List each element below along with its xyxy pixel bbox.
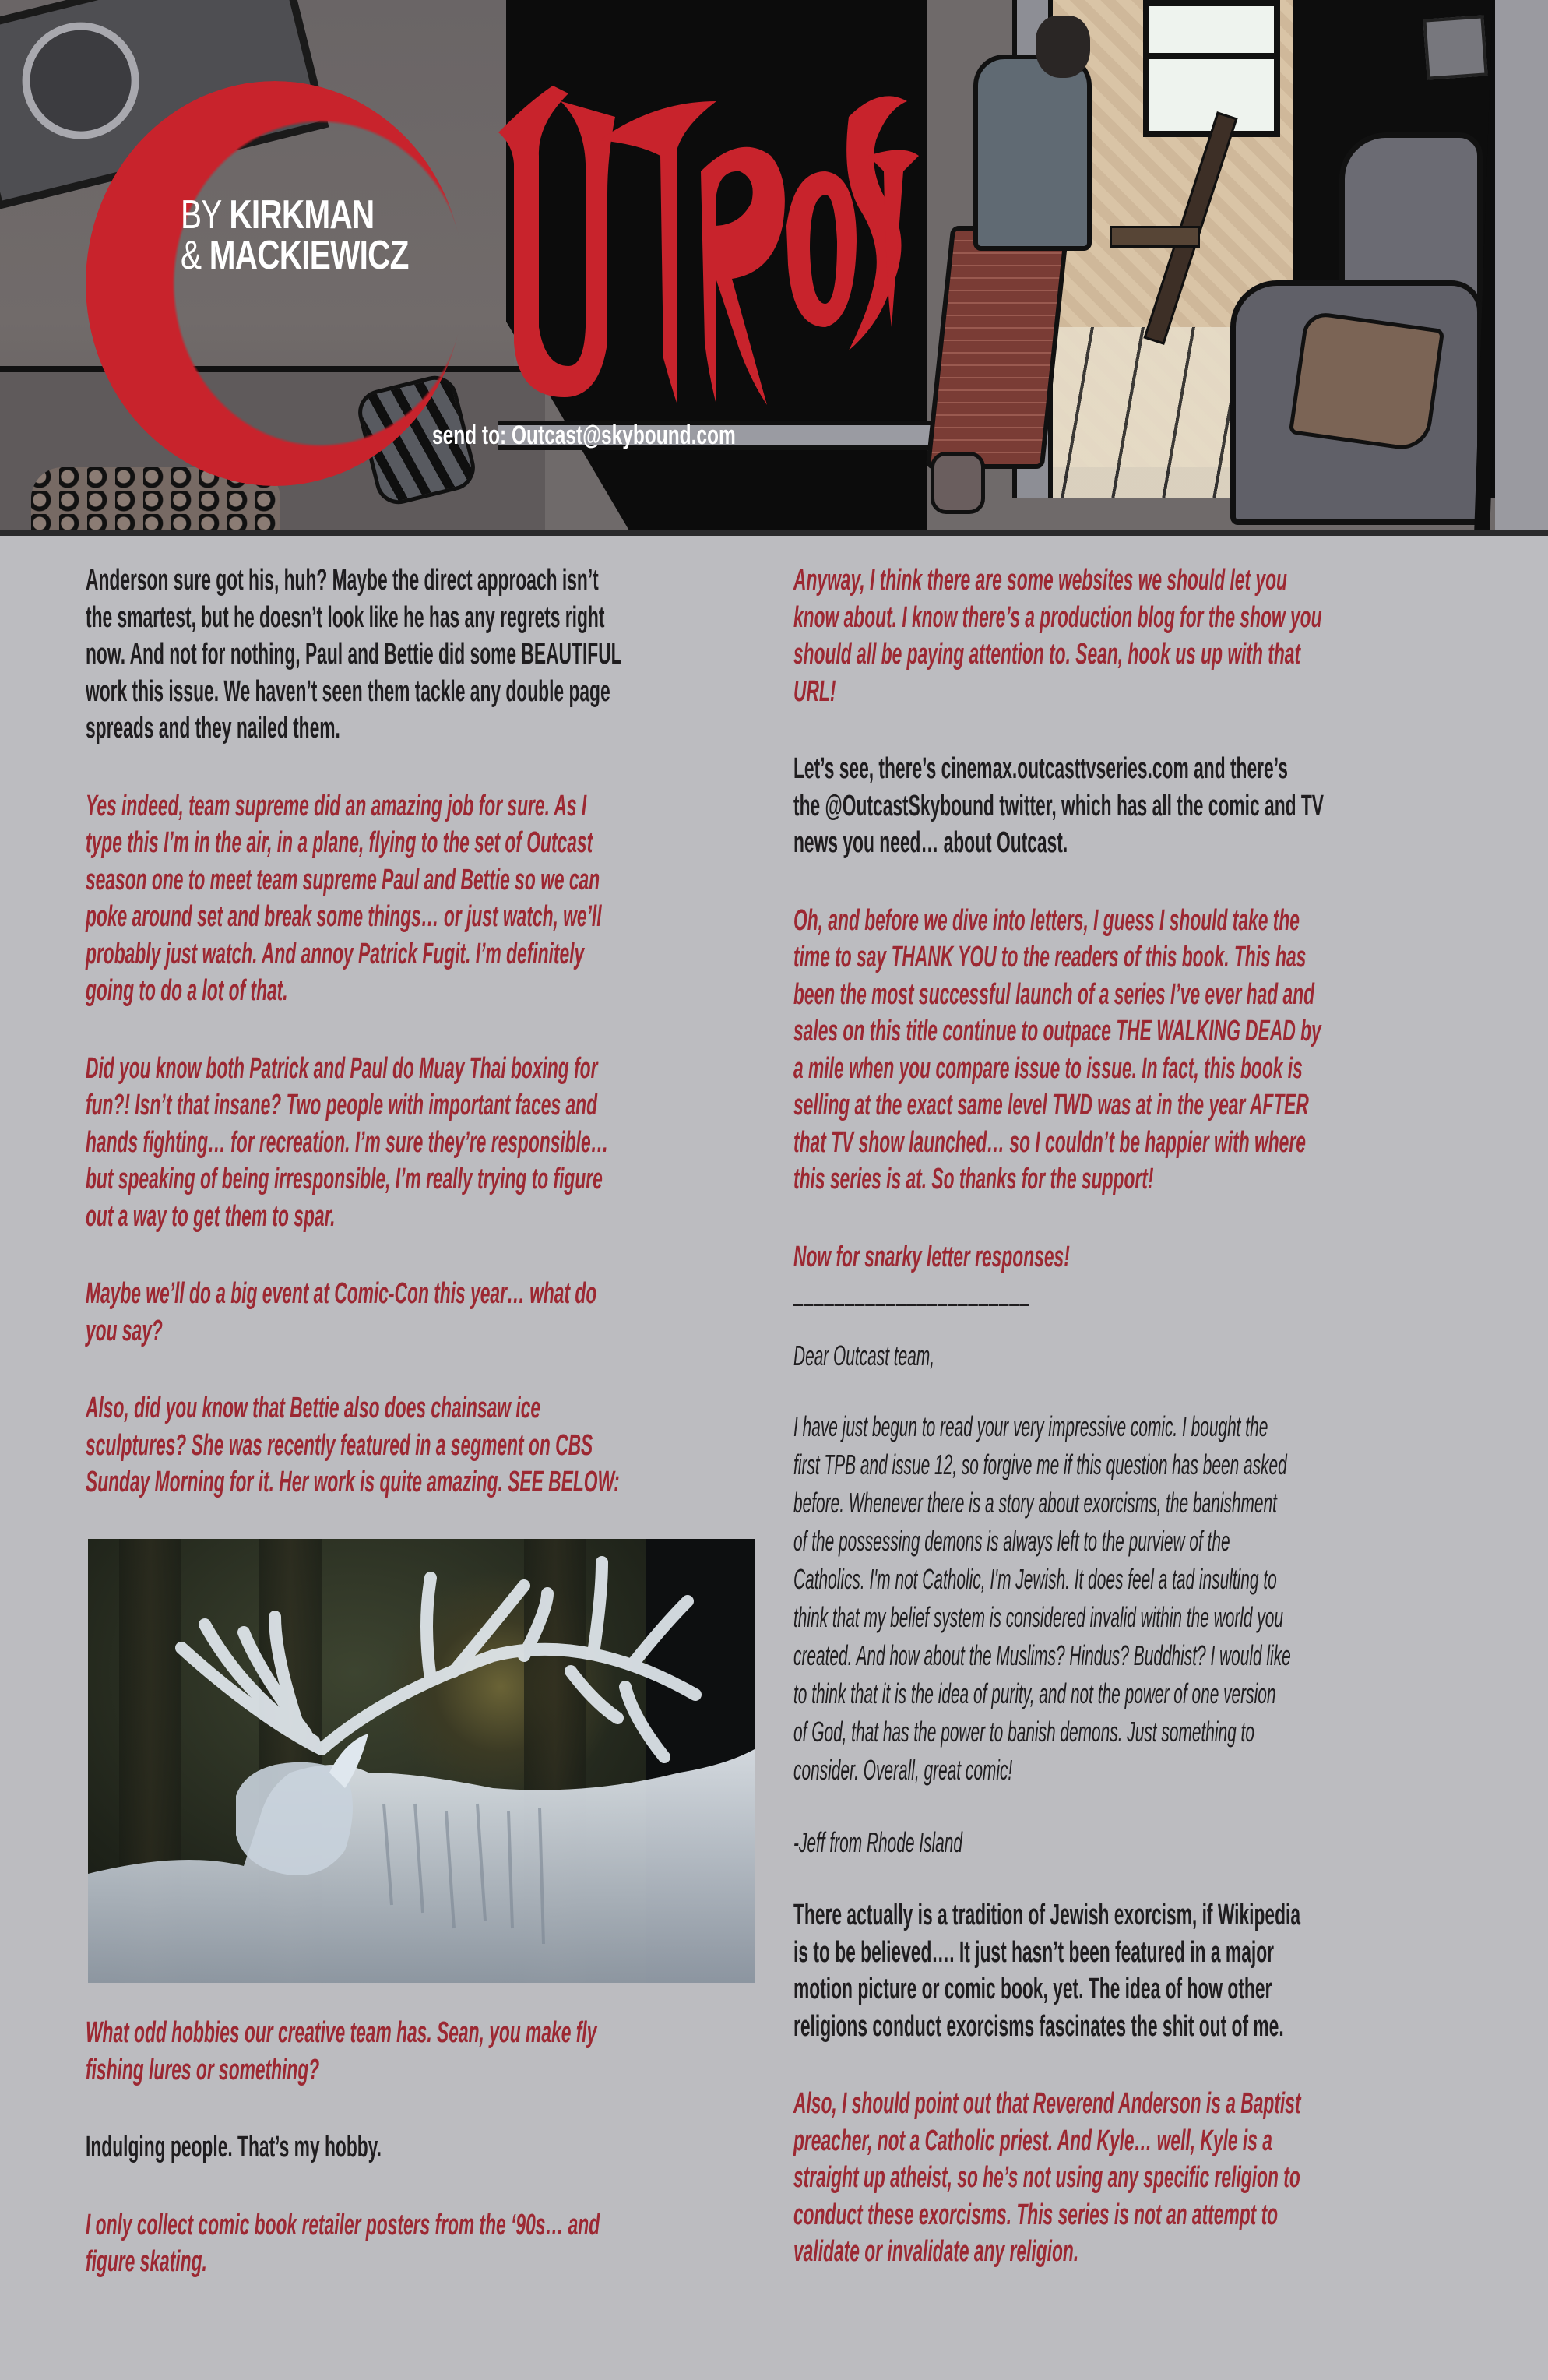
response-paragraph [793,562,1471,710]
window-sash [1143,53,1280,59]
text-line: news you need… about Outcast. [793,826,1068,859]
text-line: What odd hobbies our creative team has. Sean, you make fly [86,2016,597,2049]
byline-mackiewicz: MACKIEWICZ [209,233,409,278]
send-to-email: send to: Outcast@skybound.com [432,421,736,450]
text-line: to think that it is the idea of purity, and not the power of one version [793,1678,1276,1709]
text-line: of the possessing demons is always left to the purview of the [793,1525,1230,1557]
text-line: think that my belief system is considered invalid within the world you [793,1601,1284,1633]
reply-paragraph [793,1897,1471,2045]
text-line: Let’s see, there’s cinemax.outcasttvseries.com and there’s [793,752,1288,785]
text-line: preacher, not a Catholic priest. And Kyle… well, Kyle is a [793,2124,1272,2157]
text-line: Also, did you know that Bettie also does chainsaw ice [86,1392,541,1424]
snarky-intro [793,1239,1471,1276]
response-paragraph [86,1051,763,1236]
text-line: a mile when you compare issue to issue. In fact, this book is [793,1051,1303,1085]
text-line: know about. I know there’s a production blog for the show you [793,600,1322,634]
response-paragraph [86,2207,763,2281]
text-line: hands fighting… for recreation. I’m sure they’re responsible… [86,1125,609,1159]
text-line: out a way to get them to spar. [86,1199,336,1233]
text-line: is to be believed…. It just hasn’t been featured in a major [793,1935,1275,1969]
text-line: created. And how about the Muslims? Hindus? Buddhist? I would like [793,1639,1291,1671]
man-feet [931,452,985,514]
text-line: before. Whenever there is a story about exorcisms, the banishment [793,1487,1277,1519]
text-line: -Jeff from Rhode Island [793,1826,963,1858]
text-line: of God, that has the power to banish demons. Just something to [793,1716,1254,1748]
text-line: type this I’m in the air, in a plane, flying to the set of Outcast [86,826,593,859]
ice-sculpture-photo [88,1539,755,1983]
text-line: spreads and they nailed them. [86,712,340,745]
text-line: Dear Outcast team, [793,1340,935,1371]
reader-letter [793,1407,1471,1789]
right-column [793,562,1471,2271]
text-line: URL! [793,674,836,708]
text-line: Sunday Morning for it. Her work is quite amazing. SEE BELOW: [86,1466,620,1498]
text-line: figure skating. [86,2245,207,2278]
text-line: Oh, and before we dive into letters, I guess I should take the [793,903,1300,937]
text-line: Anyway, I think there are some websites we should let you [793,564,1287,597]
wooden-chair-seat [1110,226,1200,248]
reply-paragraph [86,2129,763,2167]
text-line: probably just watch. And annoy Patrick Fugit. I’m definitely [86,937,585,970]
response-paragraph [86,2015,763,2089]
text-line: motion picture or comic book, yet. The idea of how other [793,1973,1272,2005]
byline-ampersand: & [181,233,202,278]
text-line: work this issue. We haven’t seen them tackle any double page [86,674,610,708]
text-line: Indulging people. That’s my hobby. [86,2131,382,2163]
letter-salutation [793,1336,1471,1375]
text-line: first TPB and issue 12, so forgive me if this question has been asked [793,1449,1287,1480]
response-paragraph [86,788,763,1010]
text-line: sales on this title continue to outpace THE WALKING DEAD by [793,1015,1321,1047]
man-head [1036,16,1090,78]
text-line: Anderson sure got his, huh? Maybe the direct approach isn’t [86,564,599,597]
text-line: fun?! Isn’t that insane? Two people with important faces and [86,1089,597,1121]
text-line: poke around set and break some things… or just watch, we’ll [86,900,602,933]
text-line: validate or invalidate any religion. [793,2235,1079,2268]
text-line: religions conduct exorcisms fascinates the shit out of me. [793,2009,1284,2043]
byline-by: BY [181,192,221,238]
armchair-blanket [1289,310,1445,452]
header-artwork [0,0,1548,536]
letter-signature [793,1823,1471,1861]
wall-sign-icon [1423,15,1487,79]
thank-you-paragraph [793,903,1471,1199]
text-line: I have just begun to read your very impressive comic. I bought the [793,1410,1268,1442]
logo-letters-icon [483,70,919,421]
header-divider [0,530,1548,536]
left-column [86,562,763,1502]
text-line: should all be paying attention to. Sean, hook us up with that [793,638,1301,671]
text-line: sculptures? She was recently featured in a segment on CBS [86,1428,593,1462]
text-line: Did you know both Patrick and Paul do Muay Thai boxing for [86,1051,598,1085]
text-line: consider. Overall, great comic! [793,1754,1013,1786]
window [1143,0,1280,137]
eye-painting-icon [10,10,152,152]
text-line: Yes indeed, team supreme did an amazing job for sure. As I [86,789,587,822]
right-wall [1495,0,1548,536]
intro-paragraph [86,562,763,748]
text-line: you say? [86,1314,163,1347]
websites-paragraph [793,751,1471,862]
text-line: but speaking of being irresponsible, I’m really trying to figure [86,1163,603,1195]
text-line: now. And not for nothing, Paul and Bettie did some BEAUTIFUL [86,638,622,671]
elk-sculpture-icon [88,1539,755,1983]
text-line: conduct these exorcisms. This series is not an attempt to [793,2198,1279,2231]
text-line: There actually is a tradition of Jewish exorcism, if Wikipedia [793,1899,1301,1931]
text-line: straight up atheist, so he’s not using any specific religion to [793,2161,1300,2194]
response-paragraph [86,1390,763,1502]
text-line: fishing lures or something? [86,2053,320,2086]
text-line: going to do a lot of that. [86,974,288,1007]
text-line: season one to meet team supreme Paul and Bettie so we can [86,863,600,896]
letter-separator: _______________________ [793,1275,1030,1307]
man-shirt [973,55,1092,251]
text-line: Now for snarky letter responses! [793,1240,1070,1273]
text-line: the smartest, but he doesn’t look like he has any regrets right [86,600,605,634]
response-paragraph [86,1276,763,1350]
text-line: time to say THANK YOU to the readers of this book. This has [793,941,1307,973]
text-line: been the most successful launch of a series I’ve ever had and [793,977,1315,1011]
text-line: that TV show launched… so I couldn’t be happier with where [793,1125,1306,1159]
byline [181,192,473,278]
text-line: Also, I should point out that Reverend Anderson is a Baptist [793,2087,1301,2120]
response-paragraph [793,2086,1471,2271]
text-line: Maybe we’ll do a big event at Comic-Con this year… what do [86,1277,597,1310]
text-line: I only collect comic book retailer posters from the ‘90s… and [86,2208,600,2241]
text-line: the @OutcastSkybound twitter, which has all the comic and TV [793,789,1325,822]
text-line: Catholics. I'm not Catholic, I'm Jewish. It does feel a tad insulting to [793,1563,1277,1595]
left-column-bottom [86,2015,763,2281]
logo-o-icon [86,81,464,486]
text-line: selling at the exact same level TWD was at in the year AFTER [793,1089,1309,1121]
text-line: this series is at. So thanks for the support! [793,1163,1154,1195]
byline-kirkman: KIRKMAN [229,192,375,238]
